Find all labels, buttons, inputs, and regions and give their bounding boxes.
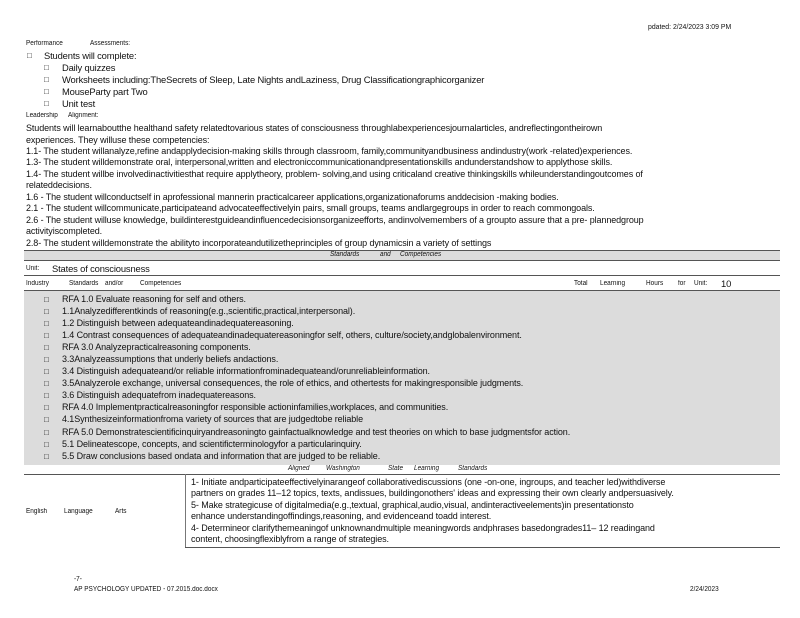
ela-standard-line: 4- Determineor clarifythemeaningof unknownandmultiple meaningwords andphrases basedongrades11– 12 readingand — [191, 523, 655, 533]
leadership-line: activityiscompleted. — [26, 226, 103, 236]
bullet-square-icon: □ — [44, 295, 49, 304]
aligned-header-word: Learning — [414, 465, 440, 472]
divider — [24, 275, 780, 276]
bullet-square-icon: □ — [44, 343, 49, 352]
competency-item: RFA 5.0 Demonstratescientificinquiryandreasoningto gainfactualknowledge and test theories on which to base judgmentsfor action. — [62, 427, 571, 437]
updated-timestamp: pdated: 2/24/2023 3:09 PM — [648, 22, 732, 31]
for-label: for — [678, 280, 686, 287]
ela-standard-line: content, choosingflexiblyfrom a range of strategies. — [191, 534, 389, 544]
competency-item: 1.2 Distinguish between adequateandinadequatereasoning. — [62, 318, 294, 328]
industry-col-label: and/or — [105, 280, 124, 287]
competency-item: 3.4 Distinguish adequateand/or reliable informationfrominadequateand/orunreliableinformation. — [62, 366, 430, 376]
industry-col-label: Industry — [26, 280, 49, 287]
competency-item: 4.1Synthesizeinformationfroma variety of sources that are judgedtobe reliable — [62, 414, 363, 424]
bullet-square-icon: □ — [44, 319, 49, 328]
aligned-header-word: State — [388, 465, 404, 472]
bullet-square-icon: □ — [44, 99, 49, 108]
leadership-line: 1.3- The student willdemonstrate oral, interpersonal,written and electroniccommunicationandpresentationskills andunderstandshow to applythose skills. — [26, 157, 613, 167]
competency-item: 1.4 Contrast consequences of adequateandinadequatereasoningfor self, others, culture/society,andglobalenvironment. — [62, 330, 522, 340]
aligned-header-word: Washington — [326, 465, 360, 472]
assessment-item: Worksheets including:TheSecrets of Sleep, Late Nights andLaziness, Drug Classificationgraphicorganizer — [62, 74, 485, 85]
ela-standard-line: 5- Make strategicuse of digitalmedia(e.g.,textual, graphical,audio,visual, andinteractiveelements)in presentationsto — [191, 500, 634, 510]
competency-item: 1.1Analyzedifferentkinds of reasoning(e.g.,scientific,practical,interpersonal). — [62, 306, 356, 316]
bullet-square-icon: □ — [44, 403, 49, 412]
leadership-line: relateddecisions. — [26, 180, 92, 190]
assessments-label: Assessments: — [90, 40, 131, 47]
competency-item: 3.6 Distinguish adequatefrom inadequatereasons. — [62, 390, 256, 400]
footer-filename: AP PSYCHOLOGY UPDATED - 07.2015.doc.docx — [74, 586, 218, 593]
competency-item: 3.5Analyzerole exchange, universal consequences, the role of ethics, and othertests for makingresponsible judgments. — [62, 378, 524, 388]
competency-item: RFA 4.0 Implementpracticalreasoningfor responsible actioninfamilies,workplaces, and communities. — [62, 402, 449, 412]
bullet-square-icon: □ — [44, 355, 49, 364]
unit-title: States of consciousness — [52, 263, 150, 274]
leadership-line: 2.1 - The student willcommunicate,participateand advocateeffectivelyin pairs, small groups, teams andlargegroups in order to reach commongoals. — [26, 203, 595, 213]
bullet-square-icon: □ — [27, 51, 32, 60]
competency-item: RFA 3.0 Analyzepracticalreasoning components. — [62, 342, 251, 352]
unit-hours-value: 10 — [721, 278, 732, 289]
bullet-square-icon: □ — [44, 379, 49, 388]
leadership-line: Students will learnaboutthe healthand safety relatedtovarious states of consciousness throughlabexperiencesjournalarticles, andreflectingontheirown — [26, 123, 603, 133]
leadership-line: 2.8- The student willdemonstrate the abilityto incorporateandutilizetheprinciples of group dynamicsin a variety of settings — [26, 238, 492, 248]
leadership-line: experiences. They willuse these competencies: — [26, 135, 210, 145]
unit-hours-label: Unit: — [694, 280, 708, 287]
competency-item: 5.1 Delineatescope, concepts, and scientificterminologyfor a particularinquiry. — [62, 439, 362, 449]
footer-date: 2/24/2023 — [690, 586, 719, 593]
leadership-line: 1.6 - The student willconductself in aprofessional mannerin practicalcareer applications,organizationaforums anddecision -making bodies. — [26, 192, 559, 202]
divider — [24, 260, 780, 261]
standards-header-word: and — [380, 251, 391, 258]
aligned-header-word: Standards — [458, 465, 488, 472]
bullet-square-icon: □ — [44, 440, 49, 449]
assessment-item: MouseParty part Two — [62, 86, 148, 97]
bullet-square-icon: □ — [44, 75, 49, 84]
assessment-item: Unit test — [62, 98, 96, 109]
bullet-square-icon: □ — [44, 367, 49, 376]
ela-standard-line: enhance understandingoffindings,reasoning, and evidenceand toadd interest. — [191, 511, 492, 521]
bullet-square-icon: □ — [44, 452, 49, 461]
standards-header-word: Standards — [330, 251, 360, 258]
industry-col-label: Competencies — [140, 280, 182, 287]
competency-item: 5.5 Draw conclusions based ondata and information that are judged to be reliable. — [62, 451, 381, 461]
divider — [24, 474, 780, 475]
ela-standard-line: partners on grades 11–12 topics, texts, andissues, buildingonothers' ideas and expressing their own clearly andpersuasively. — [191, 488, 674, 498]
ela-label: Arts — [115, 508, 127, 515]
bullet-square-icon: □ — [44, 331, 49, 340]
leadership-line: 2.6 - The student willuse knowledge, buildinterestguideandinfluencedecisionsorganizeefforts, andinvolvemembers of a groupto assure that a pre- plannedgroup — [26, 215, 644, 225]
bullet-square-icon: □ — [44, 307, 49, 316]
ela-label: Language — [64, 508, 93, 515]
bullet-square-icon: □ — [44, 415, 49, 424]
hours-label: Hours — [646, 280, 664, 287]
divider — [185, 547, 780, 548]
assessment-item: Daily quizzes — [62, 62, 116, 73]
alignment-label: Alignment: — [68, 112, 99, 119]
standards-header-word: Competencies — [400, 251, 442, 258]
industry-col-label: Standards — [69, 280, 99, 287]
bullet-square-icon: □ — [44, 428, 49, 437]
page-number: -7- — [74, 576, 82, 583]
learning-label: Learning — [600, 280, 626, 287]
ela-standard-line: 1- Initiate andparticipateeffectivelyinarangeof collaborativediscussions (one -on-one, ingroups, and teacher led)withdiverse — [191, 477, 666, 487]
unit-label: Unit: — [26, 265, 40, 272]
leadership-line: 1.1- The student willanalyze,refine andapplydecision-making skills through classroom, family,communityandbusiness andindustry(work -related)experiences. — [26, 146, 633, 156]
column-divider — [185, 474, 186, 548]
aligned-header-word: Aligned — [288, 465, 310, 472]
performance-label: Performance — [26, 40, 63, 47]
bullet-square-icon: □ — [44, 63, 49, 72]
competency-item: RFA 1.0 Evaluate reasoning for self and others. — [62, 294, 246, 304]
total-label: Total — [574, 280, 588, 287]
competency-item: 3.3Analyzeassumptions that underly beliefs andactions. — [62, 354, 279, 364]
leadership-label: Leadership — [26, 112, 58, 119]
leadership-line: 1.4- The student willbe involvedinactivitiesthat require applytheory, problem- solving,and using criticaland creative thinkingskills whileunderstandingoutcomes of — [26, 169, 643, 179]
bullet-square-icon: □ — [44, 87, 49, 96]
performance-intro: Students will complete: — [44, 50, 137, 61]
ela-label: English — [26, 508, 48, 515]
bullet-square-icon: □ — [44, 391, 49, 400]
